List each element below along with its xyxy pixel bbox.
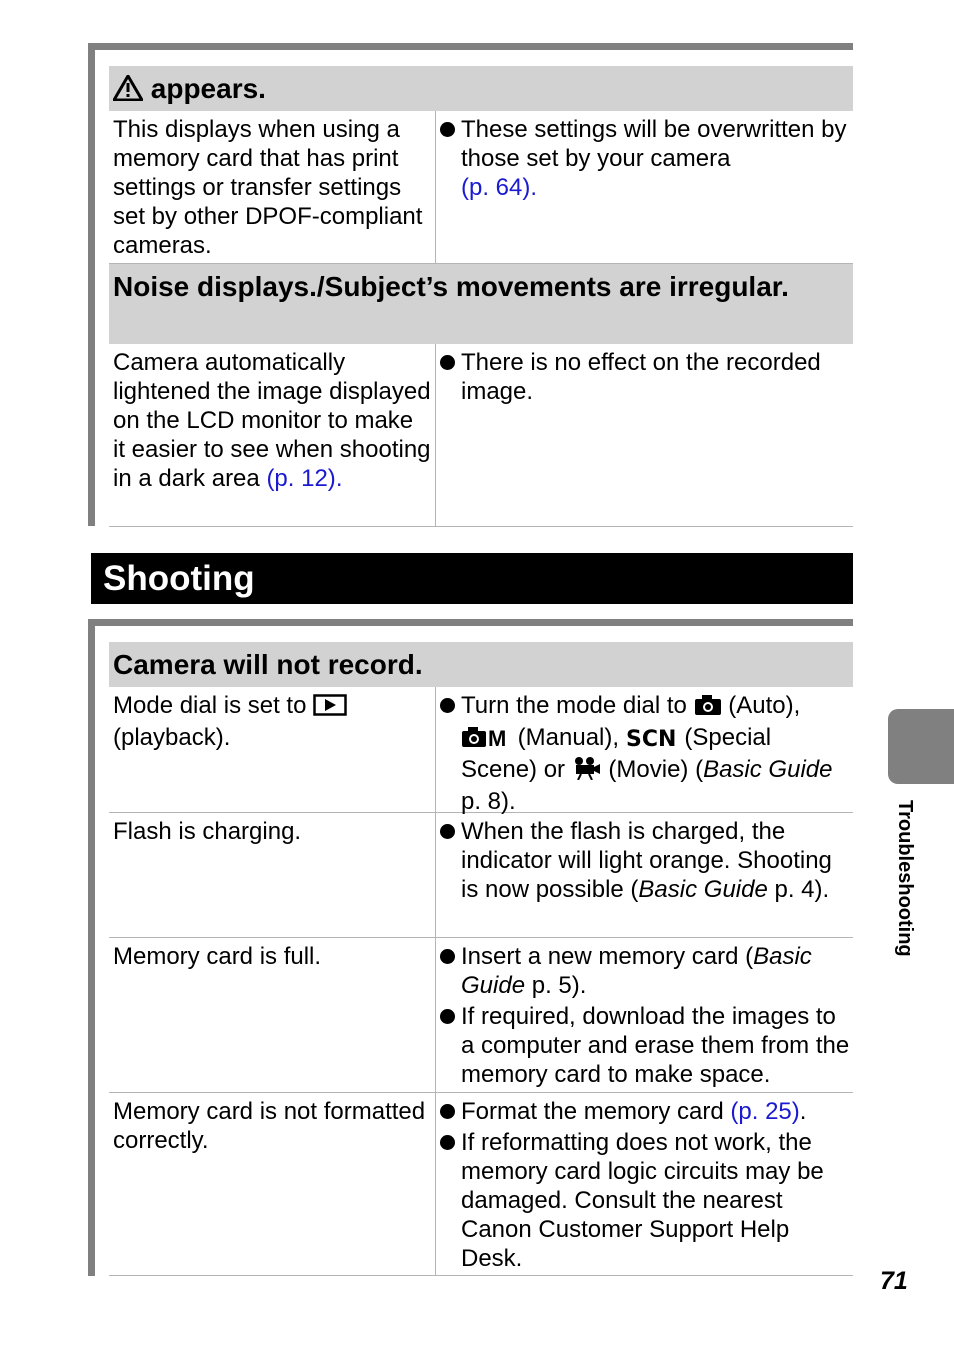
solution-item: [439, 115, 851, 202]
bullet-icon: [440, 1104, 455, 1119]
bullet-icon: [440, 122, 455, 137]
table-row: [109, 687, 853, 813]
solution-text-a: Turn the mode dial to: [461, 692, 687, 719]
camera-header: Camera will not record.: [109, 642, 853, 687]
bullet-icon: [440, 824, 455, 839]
noise-header: Noise displays./Subject’s movements are irregular.: [109, 264, 853, 344]
solution-text-c: (Manual),: [517, 724, 620, 751]
solution-item: [439, 348, 851, 406]
movie-icon: [572, 756, 602, 787]
solution-end: .: [799, 1098, 807, 1125]
cause-end: .: [335, 465, 343, 492]
page-link[interactable]: (p. 64): [461, 174, 531, 201]
guide-ref: Basic Guide: [461, 943, 812, 999]
solution-end: .: [530, 174, 538, 201]
cause-text-b: (playback).: [113, 724, 231, 751]
solution-text: If reformatting does not work, the memory card logic circuits may be damaged. Consult the nearest Canon Customer Support Help Desk.: [461, 1129, 824, 1272]
camera-auto-icon: [694, 694, 722, 723]
frame-top-rule: [88, 43, 853, 50]
solution-text-end: p. 4).: [767, 876, 830, 903]
scn-icon: [626, 726, 678, 755]
cause-text: [113, 691, 431, 752]
solution-text: Insert a new memory card (: [461, 943, 754, 970]
solution-item: [439, 942, 851, 1000]
frame-left-rule: [88, 619, 95, 1276]
table-row: [109, 344, 853, 527]
cause-text: [113, 348, 431, 493]
bullet-icon: [440, 949, 455, 964]
table-row: [109, 1093, 853, 1276]
solution-item: [439, 1002, 851, 1089]
page-link[interactable]: (p. 12): [266, 465, 336, 492]
camera-manual-icon: [461, 726, 511, 755]
frame-left-rule: [88, 43, 95, 526]
table-row: [109, 813, 853, 938]
warning-header-text: appears.: [150, 73, 266, 104]
svg-text:SCN: SCN: [625, 727, 677, 748]
bullet-icon: [440, 1135, 455, 1150]
solution-text: Format the memory card: [461, 1098, 731, 1125]
solution-text: When the flash is charged, the indicator will light orange. Shooting is now possible (: [461, 818, 832, 903]
solution-text: There is no effect on the recorded image.: [461, 349, 821, 405]
warning-header: [109, 66, 853, 111]
solution-text-e: (Movie) (: [608, 756, 704, 783]
table-row: [109, 938, 853, 1093]
bullet-icon: [440, 355, 455, 370]
guide-ref: Basic Guide: [638, 876, 768, 903]
solution-text-b: (Auto),: [728, 692, 801, 719]
solution-item: [439, 691, 851, 816]
warning-triangle-icon: [113, 69, 143, 114]
solution-text-g: p. 8).: [461, 788, 516, 815]
solution-text: If required, download the images to a computer and erase them from the memory card to make space.: [461, 1003, 850, 1088]
cause-text: Flash is charging.: [113, 818, 302, 845]
solution-item: [439, 1128, 851, 1273]
cause-text-body: Camera automatically lightened the image displayed on the LCD monitor to make it easier to see when shooting in a dark area: [113, 349, 431, 492]
solution-text-end: p. 5).: [525, 972, 587, 999]
chapter-tab: [888, 709, 954, 784]
chapter-tab-label: Troubleshooting: [894, 800, 916, 957]
page-number: 71: [880, 1267, 908, 1295]
table-row: [109, 111, 853, 264]
playback-icon: [313, 694, 347, 723]
svg-text:M: M: [488, 726, 507, 748]
cause-text-a: Mode dial is set to: [113, 692, 307, 719]
cause-text: This displays when using a memory card that has print settings or transfer settings set by other DPOF-compliant cameras.: [113, 116, 423, 259]
solution-item: [439, 1097, 851, 1126]
solution-text: These settings will be overwritten by those set by your camera: [461, 116, 847, 172]
page-link[interactable]: (p. 25): [730, 1098, 800, 1125]
solution-item: [439, 817, 851, 904]
cause-text: Memory card is not formatted correctly.: [113, 1098, 426, 1154]
bullet-icon: [440, 698, 455, 713]
guide-ref: Basic Guide: [703, 756, 833, 783]
frame-top-rule: [88, 619, 853, 626]
cause-text: Memory card is full.: [113, 943, 322, 970]
bullet-icon: [440, 1009, 455, 1024]
section-title: Shooting: [91, 553, 853, 604]
solution-text-d: (Special Scene) or: [461, 724, 772, 783]
